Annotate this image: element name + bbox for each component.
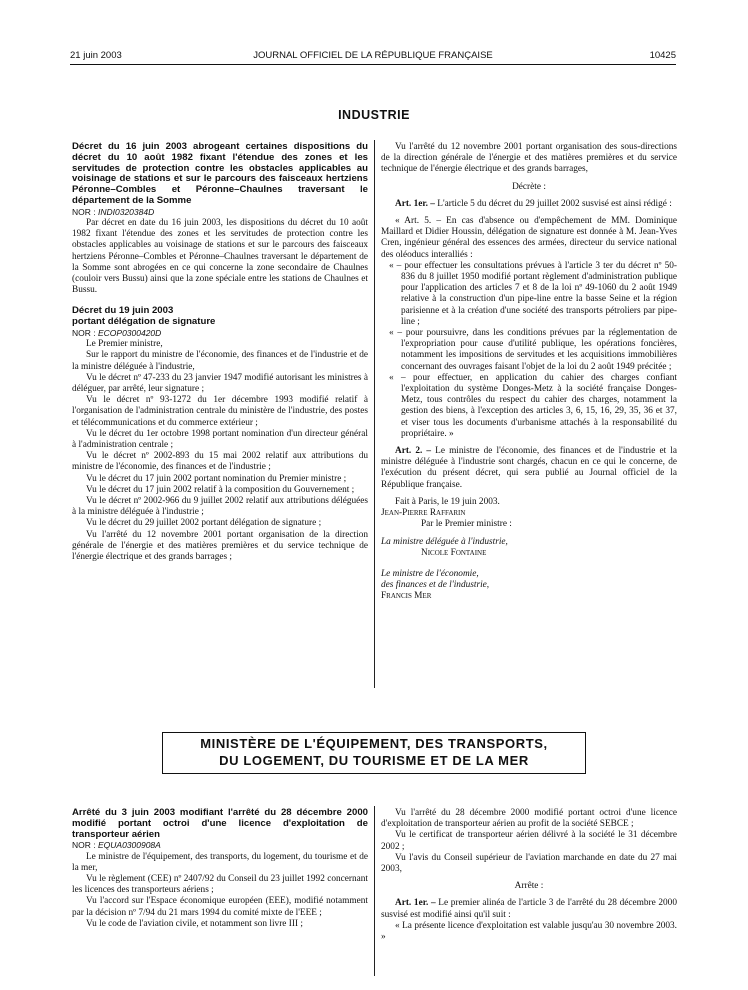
signature-fontaine: Nicole Fontaine (421, 547, 487, 558)
header-journal-title: JOURNAL OFFICIEL DE LA RÉPUBLIQUE FRANÇAISE (253, 50, 493, 61)
column-divider (374, 140, 375, 688)
ministry-heading-box (162, 732, 586, 774)
arrete-quote: « La présente licence d'exploitation est valable jusqu'au 30 novembre 2003. » (381, 920, 677, 943)
decree2-nor-code: ECOP0300420D (97, 328, 162, 338)
decree2-right-intro: Vu l'arrêté du 12 novembre 2001 portant organisation des sous-directions de la direction générale de l'énergie et des matières premières et du service technique de l'énergie électrique et des grands barrages, (381, 142, 677, 175)
decree2-bullet: « – pour poursuivre, dans les conditions prévues par la réglementation de l'expropriation pour cause d'utilité publique, les opérations foncières, notamment les impositions de servitudes et les acquisitions immobilières concernant des ouvrages faisant l'objet de la loi du 2 août 1949 précitée ; (389, 328, 677, 372)
decree2-bullet: « – pour effectuer, en application du cahier des charges confiant l'exploitation du système Donges-Metz à la société française Donges-Metz, tous contrôles du respect du cahier des charges, notamment la gestion des biens, à l'exception des articles 3, 6, 15, 16, 29, 35, 36 et 37, et viser tous les documents d'urbanisme attachés à la responsabilité du propriétaire. » (389, 372, 677, 439)
header-date: 21 juin 2003 (70, 50, 122, 61)
decree2-decrete: Décrète : (512, 181, 546, 192)
decree2-paragraph: Vu le décret du 1er octobre 1998 portant nomination d'un directeur général à l'administration centrale ; (72, 428, 368, 451)
decree2-nor-label: NOR : (72, 328, 98, 338)
arrete-nor (72, 840, 368, 851)
decree2-paragraph: Vu le décret nº 2002-893 du 15 mai 2002 relatif aux attributions du ministre de l'économie, des finances et de l'industrie ; (72, 451, 368, 473)
decree2-paragraph: Vu le décret du 29 juillet 2002 portant délégation de signature ; (86, 518, 322, 529)
left-column-top (72, 142, 368, 563)
decree2-article2 (381, 446, 677, 491)
decree2-art2-text: Le ministre de l'économie, des finances et de l'industrie et la ministre déléguée à l'industrie sont chargés, chacun en ce qui le concerne, de l'exécution du présent décret, qui sera publié au Journal officiel de la République française. (381, 446, 677, 490)
decree2-paragraph: Vu le décret du 17 juin 2002 portant nomination du Premier ministre ; (86, 473, 347, 484)
header-rule (70, 64, 676, 65)
arrete-right-paragraph: Vu l'arrêté du 28 décembre 2000 modifié portant octroi d'une licence d'exploitation de transporteur aérien au profit de la société SEBCE ; (381, 808, 677, 830)
decree1-title: Décret du 16 juin 2003 abrogeant certaines dispositions du décret du 10 août 1982 fixant l'étendue des zones et les servitudes de protection contre les obstacles applicables au voisinage de stations et sur le parcours des faisceaux hertziens Péronne–Combles et Péronne–Chaulnes traversant le département de la Somme (72, 141, 368, 206)
decree2-done: Fait à Paris, le 19 juin 2003. (395, 496, 500, 507)
decree2-title-line2: portant délégation de signature (72, 316, 216, 328)
column-divider (374, 806, 375, 976)
arrete-paragraph: Vu le code de l'aviation civile, et notamment son livre III ; (86, 918, 303, 929)
signature-mer: Francis Mer (381, 591, 432, 602)
arrete-paragraph: Vu le règlement (CEE) nº 2407/92 du Conseil du 23 juillet 1992 concernant les licences des transporteurs aériens ; (72, 874, 368, 896)
arrete-right-paragraph: Vu le certificat de transporteur aérien délivré à la société le 31 décembre 2002 ; (381, 830, 677, 852)
decree1-body: Par décret en date du 16 juin 2003, les dispositions du décret du 10 août 1982 fixant l'étendue des zones et les servitudes de protection contre les obstacles applicables au voisinage de stations et sur le parcours des faisceaux hertziens Péronne–Combles et Péronne–Chaulnes traversant le département de la Somme sont abrogées en ce qui concerne la zone secondaire de Chaulnes (couloir vers Bussu) ainsi que la zone spéciale entre les stations de Chaulnes et Bussu. (72, 217, 368, 296)
arrete-nor-code: EQUA0300908A (97, 840, 161, 851)
decree1-nor-code: INDI0320384D (97, 206, 155, 217)
decree2-title-line1: Décret du 19 juin 2003 (72, 305, 174, 317)
arrete-nor-label: NOR : (72, 840, 98, 851)
decree2-paragraph: Vu le décret du 17 juin 2002 relatif à la composition du Gouvernement ; (86, 484, 355, 495)
decree2-paragraph: Sur le rapport du ministre de l'économie, des finances et de l'industrie et de la ministre déléguée à l'industrie, (72, 350, 368, 372)
by-prime-minister: Par le Premier ministre : (421, 519, 512, 530)
ministry-heading-line1: MINISTÈRE DE L'ÉQUIPEMENT, DES TRANSPORTS, (200, 736, 548, 751)
right-column-bottom (381, 808, 677, 943)
ministry-heading-line2: DU LOGEMENT, DU TOURISME ET DE LA MER (219, 753, 529, 768)
decree2-paragraph: Vu le décret nº 47-233 du 23 janvier 1947 modifié autorisant les ministres à déléguer, par arrêté, leur signature ; (72, 372, 368, 395)
arrete-word: Arrête : (514, 881, 544, 892)
decree1-nor-label: NOR : (72, 206, 98, 217)
decree1-nor (72, 207, 368, 218)
arrete-paragraph: Le ministre de l'équipement, des transports, du logement, du tourisme et de la mer, (72, 851, 368, 873)
minister-delegate-title: La ministre déléguée à l'industrie, (381, 536, 508, 547)
arrete-art1-label: Art. 1er. – (395, 898, 436, 909)
left-column-bottom (72, 808, 368, 930)
arrete-article1 (381, 898, 677, 920)
minister-economy-line2: des finances et de l'industrie, (381, 580, 490, 591)
decree2-article1 (381, 199, 677, 210)
header-page-number: 10425 (649, 50, 676, 61)
decree2-art2-label: Art. 2. – (395, 446, 432, 457)
page-header (70, 50, 676, 64)
arrete-right-paragraph: Vu l'avis du Conseil supérieur de l'aviation marchande en date du 27 mai 2003, (381, 852, 677, 875)
decree2-paragraph: Le Premier ministre, (86, 339, 163, 350)
decree2-paragraph: Vu le décret nº 2002-966 du 9 juillet 2002 relatif aux attributions déléguées à la ministre déléguée à l'industrie ; (72, 496, 368, 518)
section-title: INDUSTRIE (338, 108, 410, 122)
right-column-top (381, 142, 677, 603)
decree2-art1-text: L'article 5 du décret du 29 juillet 2002 susvisé est ainsi rédigé : (434, 198, 672, 209)
decree2-art1-label: Art. 1er. – (395, 198, 435, 209)
arrete-title: Arrêté du 3 juin 2003 modifiant l'arrêté du 28 décembre 2000 modifié portant octroi d'une licence d'exploitation de transporteur aérien (72, 807, 368, 840)
decree2-bullet: « – pour effectuer les consultations prévues à l'article 3 ter du décret nº 50-836 du 8 juillet 1950 modifié portant règlement d'administration publique pour l'application des articles 7 et 8 de la loi nº 49-1060 du 2 août 1949 relative à la construction d'un pipe-line entre la basse Seine et la région parisienne et à la création d'une société des transports pétroliers par pipe-line ; (389, 260, 677, 327)
arrete-paragraph: Vu l'accord sur l'Espace économique européen (EEE), modifié notamment par la décision nº 7/94 du 21 mars 1994 du comité mixte de l'EEE ; (72, 896, 368, 918)
minister-economy-line1: Le ministre de l'économie, (381, 568, 479, 579)
decree2-nor (72, 328, 368, 339)
decree2-paragraph: Vu le décret nº 93-1272 du 1er décembre 1993 modifié relatif à l'organisation de l'administration centrale du ministère de l'industrie, des postes et télécommunications et du commerce extérieur ; (72, 395, 368, 428)
arrete-art1-text: Le premier alinéa de l'article 3 de l'arrêté du 28 décembre 2000 susvisé est modifié ainsi qu'il suit : (381, 898, 677, 920)
signature-raffarin: Jean-Pierre Raffarin (381, 508, 466, 519)
decree2-art5-quote: « Art. 5. – En cas d'absence ou d'empêchement de MM. Dominique Maillard et Didier Houssin, délégation de signature est donnée à M. Jean-Yves Cren, ingénieur général des essences des armées, directeur du service national des oléoducs interalliés : (381, 216, 677, 260)
decree2-paragraph: Vu l'arrêté du 12 novembre 2001 portant organisation de la direction générale de l'énergie et des matières premières et du service technique de l'énergie électrique et des grands barrages ; (72, 529, 368, 563)
